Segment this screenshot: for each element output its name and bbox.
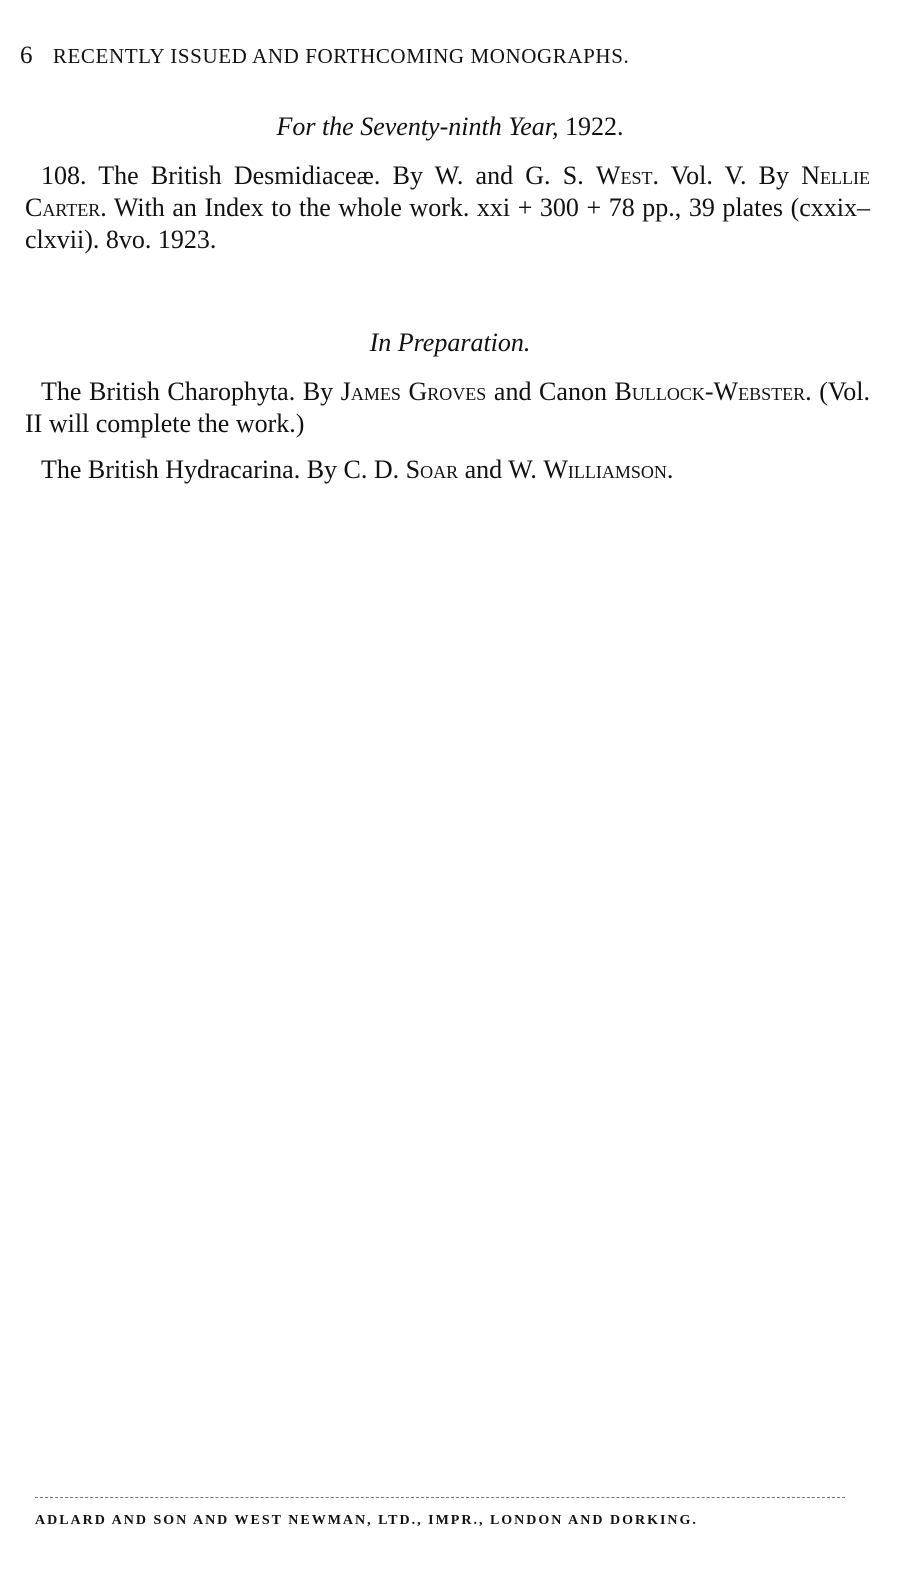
entry-british-desmidiaceae (25, 160, 870, 256)
page-number: 6 (20, 42, 33, 69)
entry-108-text-2: . Vol. V. By (652, 161, 802, 190)
section-heading-italic: For the Seventy-ninth Year, (276, 112, 559, 141)
section-heading-year: 1922. (565, 112, 624, 141)
section-heading-in-preparation (0, 328, 900, 358)
footer-rule (35, 1497, 845, 1498)
section-heading-in-preparation-text: In Preparation. (369, 328, 531, 357)
charophyta-text-2: and Canon (486, 377, 615, 406)
hydracarina-text-3: . (666, 455, 674, 484)
author-nellie-carter: Nellie Carter (25, 161, 870, 222)
charophyta-text-3: . (Vol. II will complete the work.) (25, 377, 871, 438)
author-williamson: Williamson (543, 455, 667, 484)
author-james-groves: James Groves (340, 377, 487, 406)
section-heading-seventy-ninth-year (0, 112, 900, 142)
page-header (20, 42, 850, 70)
entry-british-hydracarina (25, 454, 870, 486)
author-bullock-webster: Bullock-Webster (614, 377, 806, 406)
entry-british-charophyta (25, 376, 870, 440)
author-west: West (595, 161, 653, 190)
hydracarina-text-1: The British Hydracarina. By C. D. (41, 455, 406, 484)
charophyta-text-1: The British Charophyta. By (41, 377, 341, 406)
running-title: RECENTLY ISSUED AND FORTHCOMING MONOGRAPHS. (52, 44, 630, 68)
printer-imprint: ADLARD AND SON AND WEST NEWMAN, LTD., IMPR., LONDON AND DORKING. (35, 1513, 698, 1528)
entry-108-text-3: . With an Index to the whole work. xxi + 300 + 78 pp., 39 plates (cxxix–clxvii). 8vo. 1923. (25, 193, 870, 254)
hydracarina-text-2: and W. (458, 455, 544, 484)
author-soar: Soar (405, 455, 459, 484)
entry-108-text-1: 108. The British Desmidiaceæ. By W. and G. S. (41, 161, 596, 190)
